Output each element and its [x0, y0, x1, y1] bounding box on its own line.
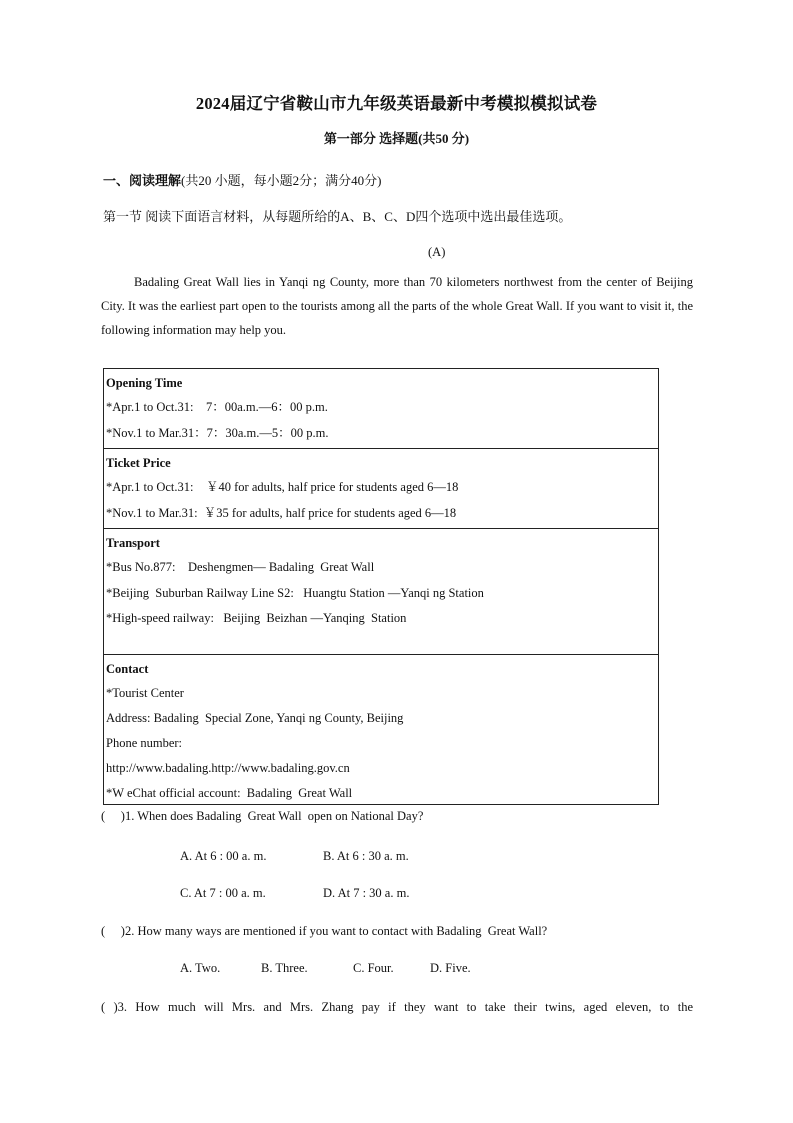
question-2-stem: ( )2. How many ways are mentioned if you want to contact with Badaling Great Wall? [101, 924, 548, 938]
question-2-option-d[interactable]: D. Five. [430, 961, 471, 975]
question-1-option-d[interactable]: D. At 7 : 30 a. m. [323, 886, 410, 900]
info-table [103, 368, 659, 805]
contact-line: Phone number: [106, 736, 183, 750]
transport-heading: Transport [106, 536, 160, 550]
exam-title: 2024届辽宁省鞍山市九年级英语最新中考模拟模拟试卷 [195, 94, 598, 113]
ticket-price-block [104, 448, 658, 528]
question-2-option-b[interactable]: B. Three. [261, 961, 308, 975]
opening-time-block [104, 369, 658, 448]
transport-line: *Bus No.877: Deshengmen— Badaling Great Wall [106, 560, 375, 574]
section-heading-detail: (共20 小题，每小题2分；满分40分) [181, 173, 382, 188]
section-heading-bold: 一、阅读理解 [103, 173, 182, 188]
contact-line: *Tourist Center [106, 686, 184, 700]
passage-label: (A) [428, 245, 446, 259]
section-heading [103, 170, 381, 189]
opening-time-heading: Opening Time [106, 376, 183, 390]
contact-block [104, 654, 658, 804]
question-2-option-a[interactable]: A. Two. [180, 961, 221, 975]
contact-line: Address: Badaling Special Zone, Yanqi ng County, Beijing [106, 711, 404, 725]
contact-line: http://www.badaling.http://www.badaling.gov.cn [106, 761, 350, 775]
question-2-option-c[interactable]: C. Four. [353, 961, 394, 975]
opening-time-line: *Apr.1 to Oct.31: 7：00a.m.—6：00 p.m. [106, 400, 328, 414]
part-subtitle: 第一部分 选择题(共50 分) [323, 131, 470, 146]
section-instruction: 第一节 阅读下面语言材料，从每题所给的A、B、C、D四个选项中选出最佳选项。 [103, 209, 572, 224]
question-1-option-b[interactable]: B. At 6 : 30 a. m. [323, 849, 409, 863]
question-1-stem: ( )1. When does Badaling Great Wall open on National Day? [101, 809, 424, 823]
ticket-price-heading: Ticket Price [106, 456, 171, 470]
opening-time-line: *Nov.1 to Mar.31：7：30a.m.—5：00 p.m. [106, 425, 329, 440]
ticket-price-line: *Apr.1 to Oct.31: ￥40 for adults, half price for students aged 6—18 [106, 480, 459, 494]
ticket-price-line: *Nov.1 to Mar.31: ￥35 for adults, half price for students aged 6—18 [106, 505, 457, 520]
passage-text: Badaling Great Wall lies in Yanqi ng County, more than 70 kilometers northwest from the center of Beijing City. It was the earliest part open to the tourists among all the parts of the whole Great Wall. If you want to visit it, the following information may help you. [101, 275, 693, 337]
question-1-option-a[interactable]: A. At 6 : 00 a. m. [180, 849, 267, 863]
question-3-stem: ( )3. How much will Mrs. and Mrs. Zhang pay if they want to take their twins, aged eleven, to the [101, 1000, 693, 1014]
question-1-option-c[interactable]: C. At 7 : 00 a. m. [180, 886, 266, 900]
transport-block [104, 528, 658, 654]
contact-line: *W eChat official account: Badaling Great Wall [106, 786, 353, 800]
transport-line: *Beijing Suburban Railway Line S2: Huangtu Station —Yanqi ng Station [106, 585, 484, 600]
contact-heading: Contact [106, 662, 149, 676]
transport-line: *High-speed railway: Beijing Beizhan —Yanqing Station [106, 611, 407, 625]
